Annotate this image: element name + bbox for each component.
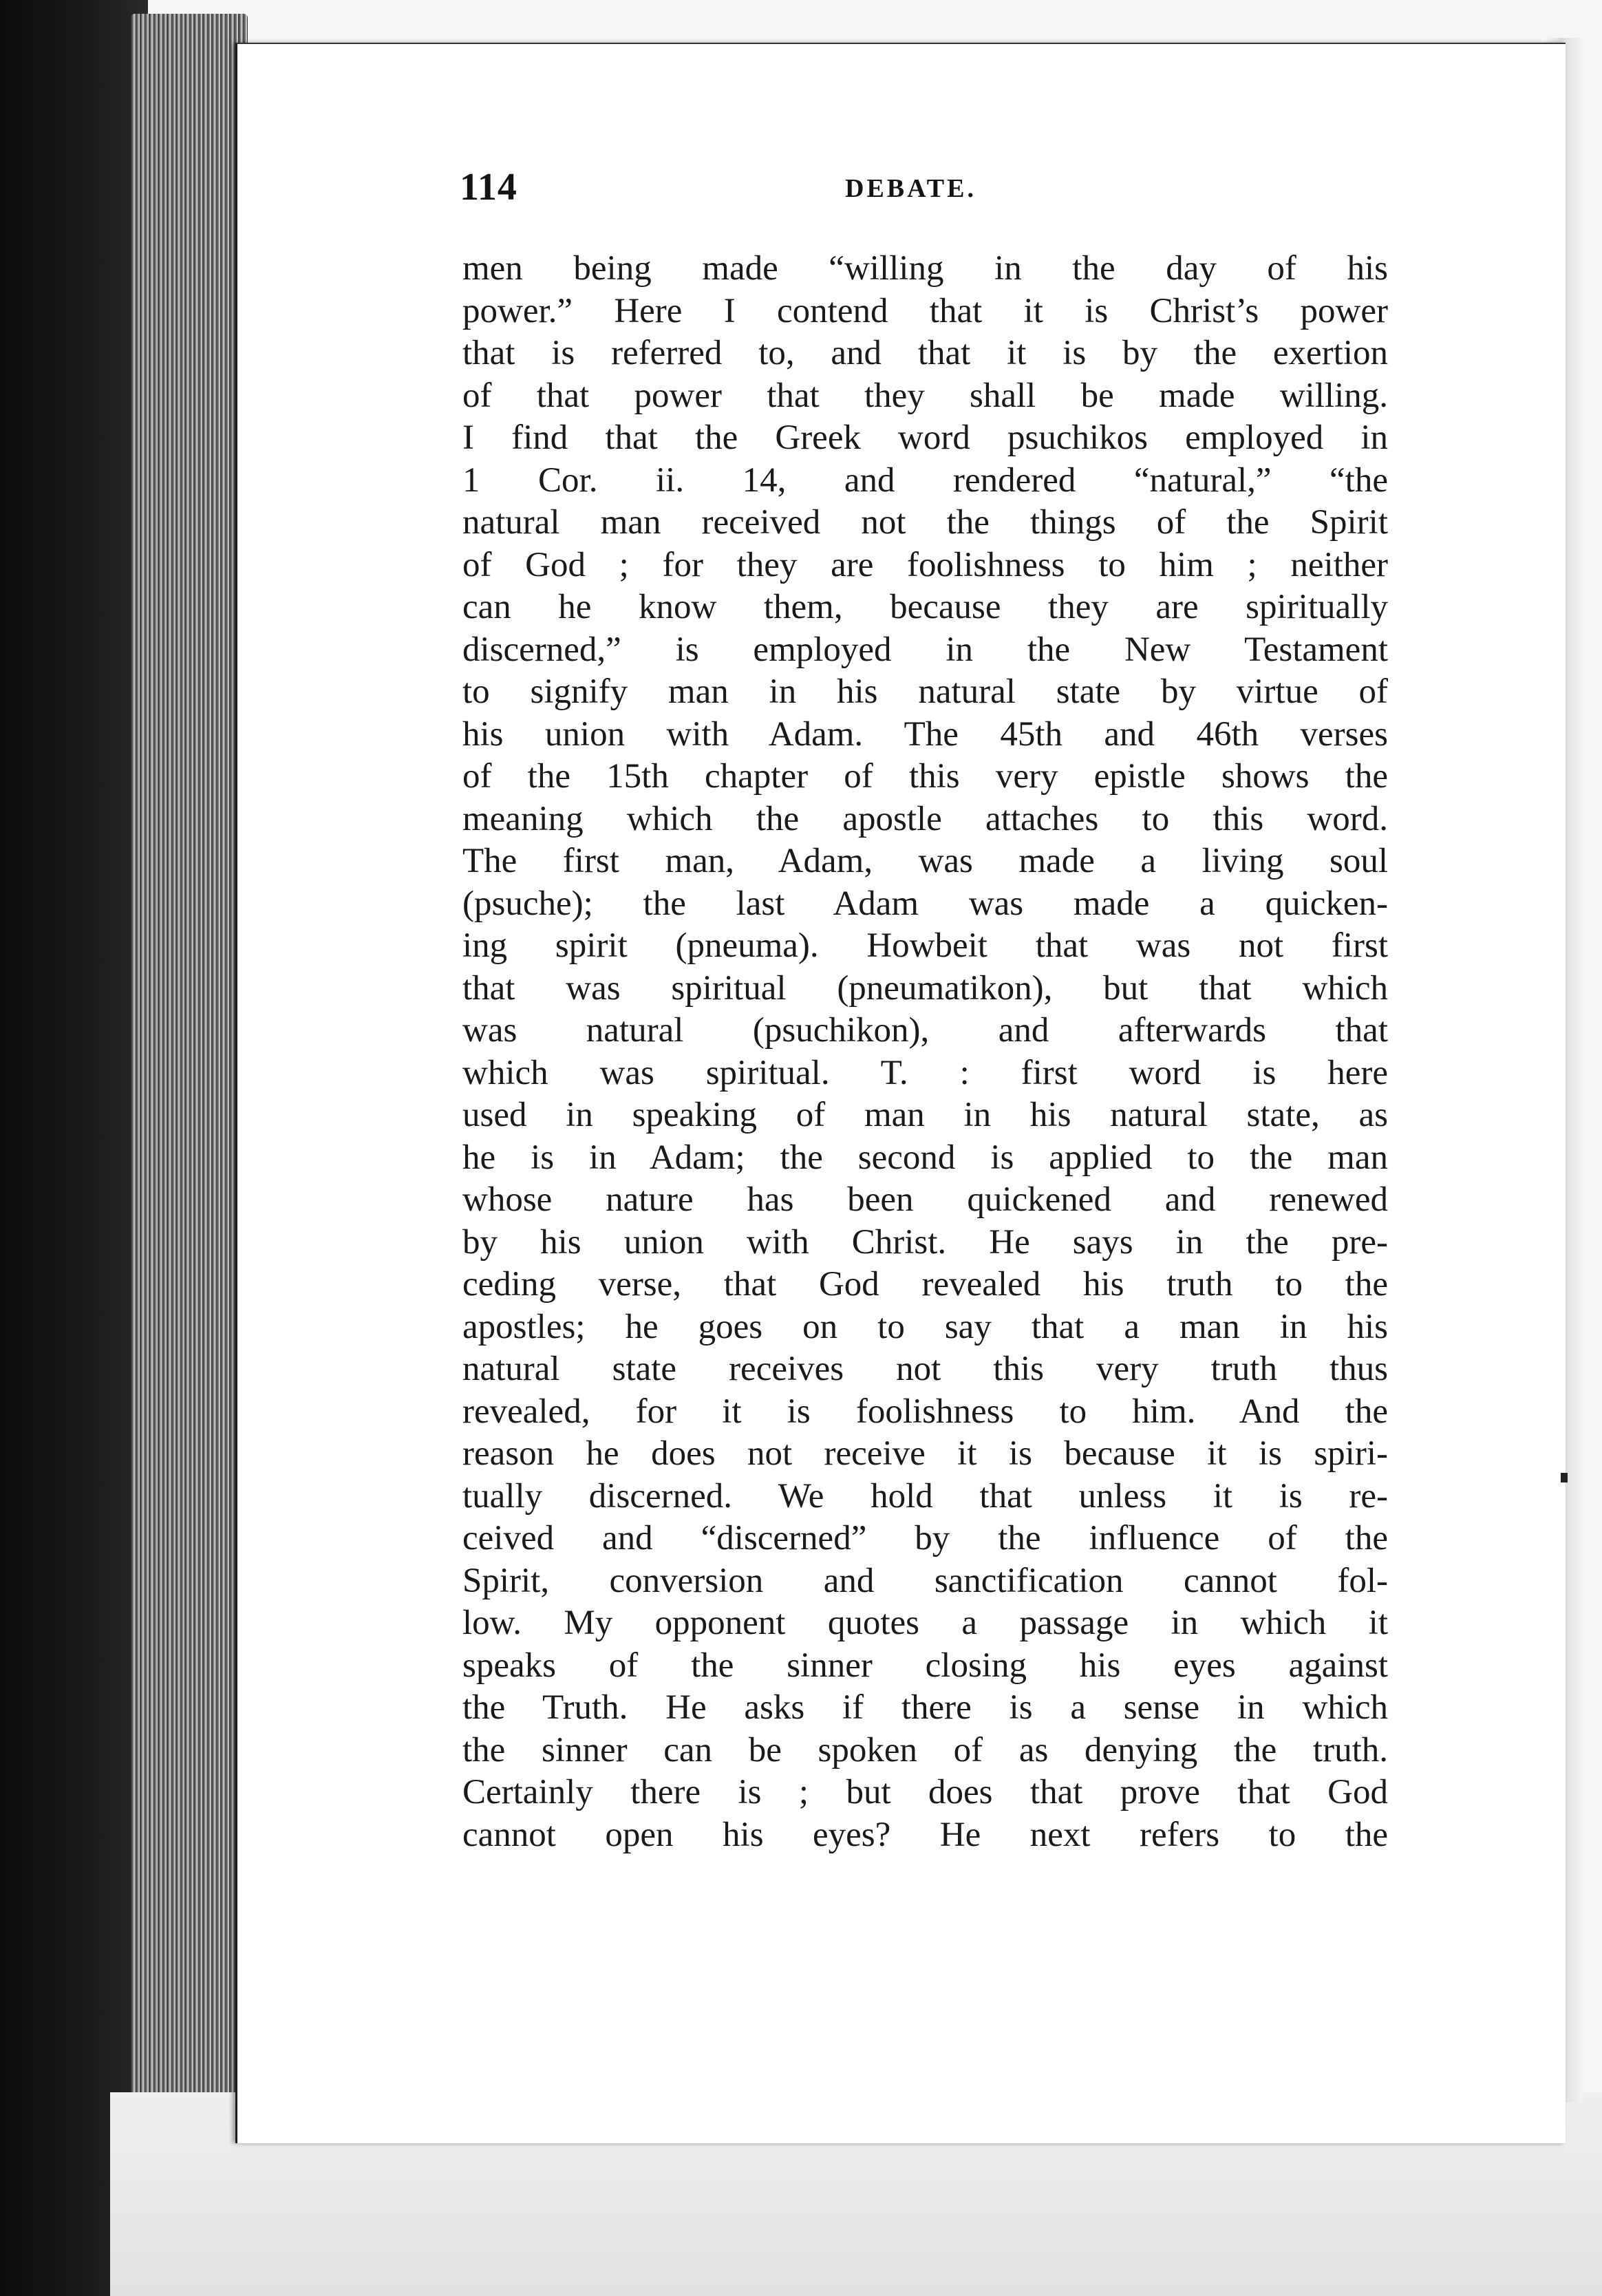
stacked-page-edges — [131, 14, 248, 2140]
body-text — [462, 248, 1388, 1856]
text-line: of that power that they shall be made willing. — [462, 376, 1388, 415]
page-number: 114 — [460, 166, 517, 209]
margin-mark — [1561, 1473, 1568, 1482]
text-line: meaning which the apostle attaches to this word. — [462, 799, 1388, 838]
text-line: low. My opponent quotes a passage in which it — [462, 1604, 1388, 1642]
text-line: used in speaking of man in his natural state, as — [462, 1096, 1388, 1134]
text-line: to signify man in his natural state by virtue of — [462, 672, 1388, 711]
text-line: reason he does not receive it is because it is spiri- — [462, 1434, 1388, 1473]
text-line: ceived and “discerned” by the influence of the — [462, 1519, 1388, 1558]
text-line: discerned,” is employed in the New Testament — [462, 630, 1388, 669]
text-line: cannot open his eyes? He next refers to the — [462, 1815, 1388, 1854]
text-line: of the 15th chapter of this very epistle shows the — [462, 757, 1388, 796]
text-line: was natural (psuchikon), and afterwards that — [462, 1011, 1388, 1050]
text-line: The first man, Adam, was made a living soul — [462, 842, 1388, 880]
text-line: men being made “willing in the day of his — [462, 249, 1388, 288]
running-head: DEBATE. — [845, 174, 976, 203]
text-line: that is referred to, and that it is by the exertion — [462, 334, 1388, 372]
text-line: ceding verse, that God revealed his truth to the — [462, 1265, 1388, 1304]
text-line: tually discerned. We hold that unless it is re- — [462, 1476, 1388, 1516]
text-line: his union with Adam. The 45th and 46th verses — [462, 714, 1388, 754]
text-line: power.” Here I contend that it is Christ’s power — [462, 291, 1388, 330]
text-line: of God ; for they are foolishness to him ; neither — [462, 545, 1388, 584]
book-binding — [0, 0, 148, 2296]
text-line: that was spiritual (pneumatikon), but that which — [462, 968, 1388, 1008]
text-line: the Truth. He asks if there is a sense in which — [462, 1688, 1388, 1727]
text-line: whose nature has been quickened and renewed — [462, 1180, 1388, 1219]
text-line: Certainly there is ; but does that prove that God — [462, 1773, 1388, 1811]
text-line: (psuche); the last Adam was made a quicken- — [462, 884, 1388, 923]
text-line: apostles; he goes on to say that a man in his — [462, 1307, 1388, 1346]
text-line: Spirit, conversion and sanctification cannot fol- — [462, 1561, 1388, 1600]
text-line: ing spirit (pneuma). Howbeit that was not first — [462, 926, 1388, 965]
text-line: natural man received not the things of the Spirit — [462, 503, 1388, 542]
text-line: he is in Adam; the second is applied to the man — [462, 1138, 1388, 1177]
text-line: by his union with Christ. He says in the pre- — [462, 1222, 1388, 1262]
page-header — [460, 165, 1389, 213]
text-line: I find that the Greek word psuchikos employed in — [462, 418, 1388, 457]
text-line: 1 Cor. ii. 14, and rendered “natural,” “the — [462, 460, 1388, 500]
text-line: revealed, for it is foolishness to him. And the — [462, 1392, 1388, 1431]
text-line: can he know them, because they are spiritually — [462, 588, 1388, 626]
text-line: the sinner can be spoken of as denying the truth. — [462, 1730, 1388, 1769]
text-line: natural state receives not this very truth thus — [462, 1350, 1388, 1388]
text-line: which was spiritual. T. : first word is here — [462, 1053, 1388, 1092]
text-line: speaks of the sinner closing his eyes against — [462, 1646, 1388, 1685]
